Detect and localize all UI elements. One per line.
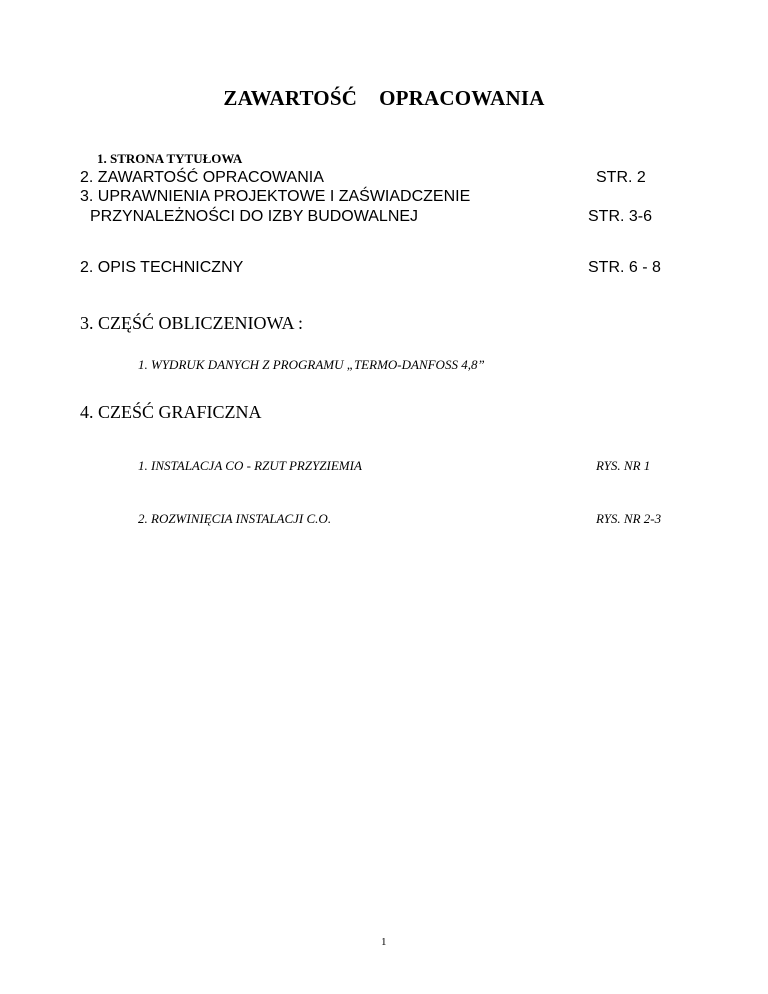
toc-item-permissions-line-2: PRZYNALEŻNOŚCI DO IZBY BUDOWALNEJ	[90, 208, 419, 225]
toc-sub-graphics-2: 2. ROZWINIĘCIA INSTALACJI C.O.	[138, 511, 332, 526]
title-part-1: ZAWARTOŚĆ	[223, 86, 358, 110]
toc-item-contents-page: STR. 2	[596, 169, 646, 186]
toc-sub-graphics-1-page: RYS. NR 1	[596, 458, 651, 473]
toc-item-technical-page: STR. 6 - 8	[588, 259, 661, 276]
toc-item-title-page: 1. STRONA TYTUŁOWA	[97, 151, 243, 166]
toc-item-calculation: 3. CZĘŚĆ OBLICZENIOWA :	[80, 313, 303, 333]
toc-sub-calculation-1: 1. WYDRUK DANYCH Z PROGRAMU „TERMO-DANFOSS 4,8”	[138, 357, 485, 372]
toc-item-contents: 2. ZAWARTOŚĆ OPRACOWANIA	[80, 169, 324, 186]
toc-item-technical: 2. OPIS TECHNICZNY	[80, 259, 244, 276]
toc-sub-graphics-1: 1. INSTALACJA CO - RZUT PRZYZIEMIA	[138, 458, 362, 473]
toc-sub-graphics-2-page: RYS. NR 2-3	[596, 511, 662, 526]
toc-item-permissions-line-1: 3. UPRAWNIENIA PROJEKTOWE I ZAŚWIADCZENIE	[80, 188, 471, 205]
title-part-2: OPRACOWANIA	[379, 86, 545, 110]
document-title	[0, 86, 768, 111]
toc-item-graphics: 4. CZEŚĆ GRAFICZNA	[80, 402, 262, 422]
page-number: 1	[381, 936, 387, 948]
toc-item-permissions-page: STR. 3-6	[588, 208, 653, 225]
